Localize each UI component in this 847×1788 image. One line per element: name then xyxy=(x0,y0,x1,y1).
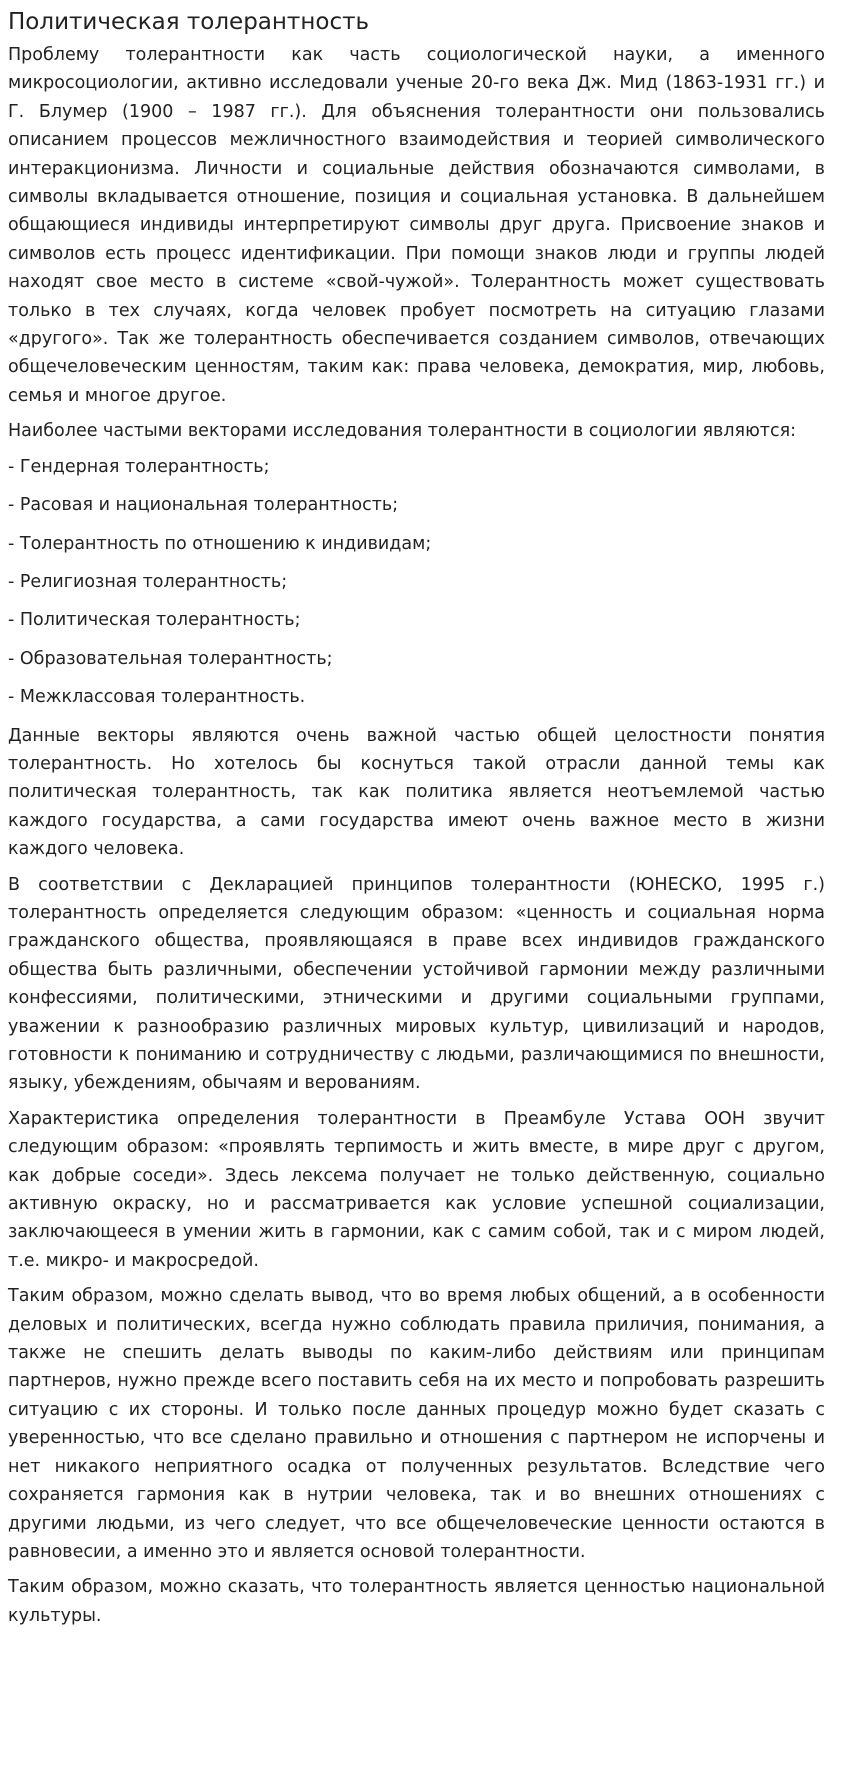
paragraph-vectors-lead: Наиболее частыми векторами исследования толерантности в социологии являются: xyxy=(8,421,797,442)
paragraph-political-tolerance: Данные векторы являются очень важной частью общей целостности понятия толерантность. Но хотелось бы коснуться такой отрасли данной темы как политическая толерантность, так как политика является неотъемлемой частью каждого государства, а сами государства имеют очень важное место в жизни каждого человека. xyxy=(8,725,825,860)
list-item-educational: - Образовательная толерантность; xyxy=(8,648,333,669)
paragraph-unesco-declaration: В соответствии с Декларацией принципов толерантности (ЮНЕСКО, 1995 г.) толерантность определяется следующим образом: «ценность и социальная норма гражданского общества, проявляющаяся в праве всех индивидов гражданского общества быть различными, обеспечении устойчивой гармонии между различными конфессиями, политическими, этническими и другими социальными группами, уважении к разнообразию различных мировых культур, цивилизаций и народов, готовности к пониманию и сотрудничеству с людьми, различающимися по внешности, языку, убеждениям, обычаям и верованиям. xyxy=(8,874,825,1094)
paragraph-un-charter: Характеристика определения толерантности в Преамбуле Устава ООН звучит следующим образом: «проявлять терпимость и жить вместе, в мире друг с другом, как добрые соседи». Здесь лексема получает не только действенную, социально активную окраску, но и рассматривается как условие успешной социализации, заключающееся в умении жить в гармонии, как с самим собой, так и с миром людей, т.е. микро- и макросредой. xyxy=(8,1108,825,1271)
list-item-gender: - Гендерная толерантность; xyxy=(8,456,270,477)
list-item-political: - Политическая толерантность; xyxy=(8,610,301,631)
list-item-religious: - Религиозная толерантность; xyxy=(8,571,288,592)
tolerance-vectors-list xyxy=(8,453,825,712)
list-item-individuals: - Толерантность по отношению к индивидам; xyxy=(8,533,432,554)
list-item-racial-national: - Расовая и национальная толерантность; xyxy=(8,495,399,516)
paragraph-intro: Проблему толерантности как часть социологической науки, а именного микросоциологии, активно исследовали ученые 20-го века Дж. Мид (1863-1931 гг.) и Г. Блумер (1900 – 1987 гг.). Для объяснения толерантности они пользовались описанием процессов межличностного взаимодействия и теорией символического интеракционизма. Личности и социальные действия обозначаются символами, в символы вкладывается отношение, позиция и социальная установка. В дальнейшем общающиеся индивиды интерпретируют символы друг друга. Присвоение знаков и символов есть процесс идентификации. При помощи знаков люди и группы людей находят свое место в системе «свой-чужой». Толерантность может существовать только в тех случаях, когда человек пробует посмотреть на ситуацию глазами «другого». Так же толерантность обеспечивается созданием символов, отвечающих общечеловеческим ценностям, таким как: права человека, демократия, мир, любовь, семья и многое другое. xyxy=(8,45,825,406)
paragraph-conclusion: Таким образом, можно сделать вывод, что во время любых общений, а в особенности деловых и политических, всегда нужно соблюдать правила приличия, понимания, а также не спешить делать выводы по каким-либо действиям или принципам партнеров, нужно прежде всего поставить себя на их место и попробовать разрешить ситуацию с их стороны. И только после данных процедур можно будет сказать с уверенностью, что все сделано правильно и отношения с партнером не испорчены и нет никакого неприятного осадка от полученных результатов. Вследствие чего сохраняется гармония как в нутрии человека, так и во внешних отношениях с другими людьми, из чего следует, что все общечеловеческие ценности остаются в равновесии, а именно это и является основой толерантности. xyxy=(8,1286,825,1562)
list-item-interclass: - Межклассовая толерантность. xyxy=(8,687,306,708)
article-title: Политическая толерантность xyxy=(8,9,370,35)
paragraph-final: Таким образом, можно сказать, что толерантность является ценностью национальной культуры. xyxy=(8,1577,825,1626)
